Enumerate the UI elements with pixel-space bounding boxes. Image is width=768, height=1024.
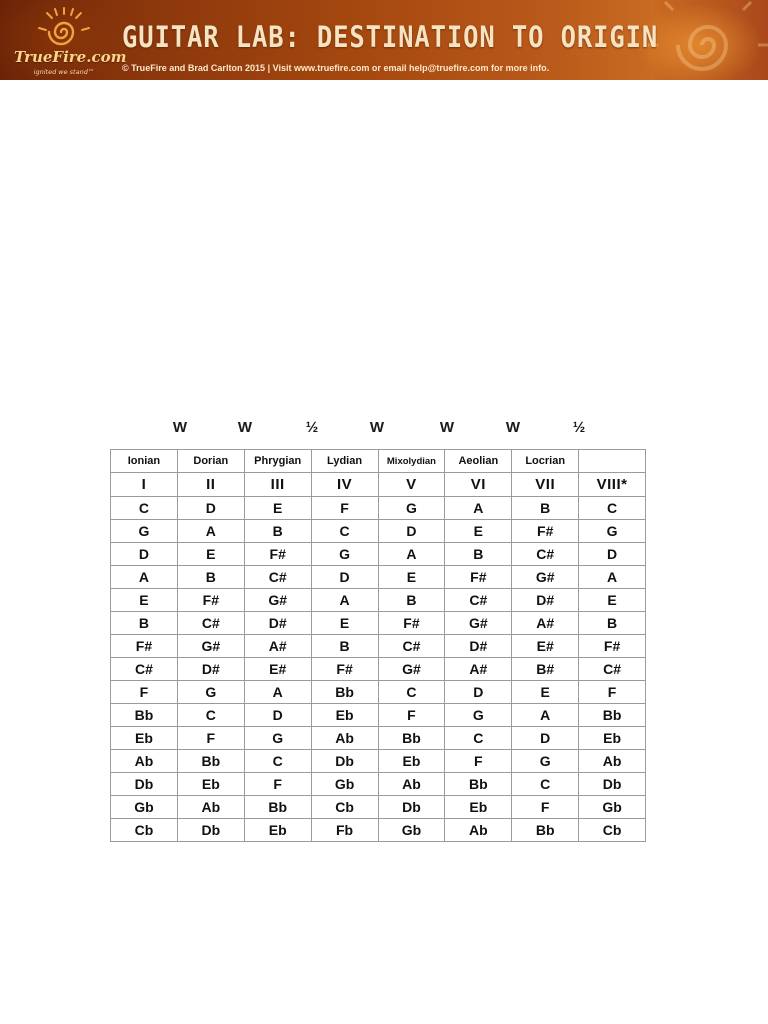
note-cell: C# xyxy=(244,566,311,589)
mode-header-row xyxy=(111,450,646,473)
logo-wordmark: TrueFire.com xyxy=(14,48,127,66)
table-row xyxy=(111,497,646,520)
degree-numeral: II xyxy=(177,473,244,497)
degree-numeral: V xyxy=(378,473,445,497)
note-cell: D# xyxy=(244,612,311,635)
sun-swirl-watermark-icon xyxy=(648,0,768,80)
note-cell: A xyxy=(244,681,311,704)
note-cell: C# xyxy=(512,543,579,566)
table-row xyxy=(111,589,646,612)
note-cell: E xyxy=(378,566,445,589)
mode-header: Lydian xyxy=(311,450,378,473)
degree-numeral: I xyxy=(111,473,178,497)
degree-numeral: VIII* xyxy=(579,473,646,497)
note-cell: E xyxy=(512,681,579,704)
copyright-line: © TrueFire and Brad Carlton 2015 | Visit www.truefire.com or email help@truefire.com for more info. xyxy=(122,63,550,74)
mode-header xyxy=(579,450,646,473)
table-row xyxy=(111,681,646,704)
note-cell: C xyxy=(311,520,378,543)
table-body xyxy=(111,473,646,842)
note-cell: G xyxy=(311,543,378,566)
note-cell: E xyxy=(311,612,378,635)
note-cell: C xyxy=(579,497,646,520)
page-title: GUITAR LAB: DESTINATION TO ORIGIN xyxy=(122,20,659,54)
note-cell: Gb xyxy=(311,773,378,796)
note-cell: F# xyxy=(111,635,178,658)
note-cell: E# xyxy=(244,658,311,681)
note-cell: G# xyxy=(244,589,311,612)
note-cell: D xyxy=(244,704,311,727)
note-cell: E xyxy=(445,520,512,543)
interval-step: W xyxy=(237,419,253,436)
mode-header: Ionian xyxy=(111,450,178,473)
note-cell: B xyxy=(579,612,646,635)
note-cell: A xyxy=(378,543,445,566)
note-cell: F# xyxy=(177,589,244,612)
table-row xyxy=(111,566,646,589)
sun-spiral-icon xyxy=(36,6,92,50)
table-row xyxy=(111,819,646,842)
table-row xyxy=(111,704,646,727)
note-cell: B# xyxy=(512,658,579,681)
note-cell: F xyxy=(512,796,579,819)
table-row xyxy=(111,773,646,796)
note-cell: Ab xyxy=(177,796,244,819)
note-cell: C xyxy=(378,681,445,704)
note-cell: C# xyxy=(111,658,178,681)
note-cell: Ab xyxy=(311,727,378,750)
note-cell: G# xyxy=(177,635,244,658)
note-cell: B xyxy=(244,520,311,543)
table-row xyxy=(111,796,646,819)
note-cell: Eb xyxy=(177,773,244,796)
note-cell: Ab xyxy=(378,773,445,796)
note-cell: A xyxy=(512,704,579,727)
logo-tagline: ignited we stand™ xyxy=(33,68,95,76)
note-cell: G# xyxy=(512,566,579,589)
note-cell: A# xyxy=(512,612,579,635)
mode-header: Mixolydian xyxy=(378,450,445,473)
note-cell: G xyxy=(177,681,244,704)
note-cell: Bb xyxy=(445,773,512,796)
note-cell: A xyxy=(177,520,244,543)
note-cell: D xyxy=(111,543,178,566)
note-cell: B xyxy=(512,497,579,520)
interval-step: W xyxy=(505,419,521,436)
note-cell: G xyxy=(244,727,311,750)
note-cell: Eb xyxy=(445,796,512,819)
note-cell: A xyxy=(579,566,646,589)
note-cell: Bb xyxy=(311,681,378,704)
note-cell: D# xyxy=(512,589,579,612)
note-cell: F# xyxy=(378,612,445,635)
interval-step: W xyxy=(172,419,188,436)
note-cell: F xyxy=(311,497,378,520)
note-cell: F# xyxy=(445,566,512,589)
note-cell: F xyxy=(378,704,445,727)
note-cell: A xyxy=(445,497,512,520)
note-cell: Ab xyxy=(579,750,646,773)
interval-steps-row xyxy=(110,419,645,441)
note-cell: B xyxy=(311,635,378,658)
note-cell: Fb xyxy=(311,819,378,842)
note-cell: E xyxy=(244,497,311,520)
note-cell: B xyxy=(111,612,178,635)
note-cell: Eb xyxy=(311,704,378,727)
note-cell: D xyxy=(311,566,378,589)
table-row xyxy=(111,612,646,635)
note-cell: C xyxy=(111,497,178,520)
degree-numeral: VII xyxy=(512,473,579,497)
note-cell: F# xyxy=(579,635,646,658)
note-cell: Gb xyxy=(378,819,445,842)
note-cell: B xyxy=(378,589,445,612)
note-cell: Gb xyxy=(579,796,646,819)
note-cell: G xyxy=(445,704,512,727)
note-cell: D xyxy=(579,543,646,566)
note-cell: Eb xyxy=(244,819,311,842)
note-cell: Cb xyxy=(111,819,178,842)
note-cell: Cb xyxy=(311,796,378,819)
note-cell: G# xyxy=(445,612,512,635)
table-row xyxy=(111,520,646,543)
note-cell: Bb xyxy=(111,704,178,727)
header-banner xyxy=(0,0,768,80)
note-cell: C xyxy=(244,750,311,773)
note-cell: C xyxy=(445,727,512,750)
note-cell: F xyxy=(579,681,646,704)
note-cell: C xyxy=(512,773,579,796)
note-cell: C# xyxy=(177,612,244,635)
note-cell: D xyxy=(445,681,512,704)
note-cell: Db xyxy=(311,750,378,773)
interval-step: W xyxy=(439,419,455,436)
note-cell: G# xyxy=(378,658,445,681)
mode-header: Phrygian xyxy=(244,450,311,473)
note-cell: C xyxy=(177,704,244,727)
note-cell: D# xyxy=(445,635,512,658)
note-cell: G xyxy=(378,497,445,520)
note-cell: Eb xyxy=(378,750,445,773)
note-cell: Eb xyxy=(579,727,646,750)
note-cell: F# xyxy=(512,520,579,543)
note-cell: A# xyxy=(445,658,512,681)
note-cell: Bb xyxy=(512,819,579,842)
note-cell: E xyxy=(579,589,646,612)
note-cell: F xyxy=(445,750,512,773)
note-cell: D xyxy=(177,497,244,520)
note-cell: Db xyxy=(579,773,646,796)
interval-step: W xyxy=(369,419,385,436)
note-cell: C# xyxy=(445,589,512,612)
note-cell: F xyxy=(244,773,311,796)
note-cell: Ab xyxy=(111,750,178,773)
note-cell: Bb xyxy=(378,727,445,750)
note-cell: Db xyxy=(111,773,178,796)
note-cell: Eb xyxy=(111,727,178,750)
table-row xyxy=(111,543,646,566)
note-cell: A xyxy=(311,589,378,612)
note-cell: Db xyxy=(177,819,244,842)
note-cell: B xyxy=(177,566,244,589)
table-row xyxy=(111,658,646,681)
degree-numeral: VI xyxy=(445,473,512,497)
mode-header: Dorian xyxy=(177,450,244,473)
note-cell: E# xyxy=(512,635,579,658)
degree-numeral-row xyxy=(111,473,646,497)
degree-numeral: III xyxy=(244,473,311,497)
note-cell: G xyxy=(512,750,579,773)
note-cell: Gb xyxy=(111,796,178,819)
note-cell: D# xyxy=(177,658,244,681)
truefire-logo[interactable] xyxy=(14,6,127,76)
table-row xyxy=(111,750,646,773)
note-cell: Bb xyxy=(579,704,646,727)
note-cell: G xyxy=(579,520,646,543)
note-cell: F xyxy=(177,727,244,750)
note-cell: D xyxy=(378,520,445,543)
note-cell: C# xyxy=(579,658,646,681)
table-row xyxy=(111,727,646,750)
note-cell: G xyxy=(111,520,178,543)
note-cell: F# xyxy=(311,658,378,681)
degree-numeral: IV xyxy=(311,473,378,497)
note-cell: A xyxy=(111,566,178,589)
interval-step: ½ xyxy=(572,419,586,436)
note-cell: Cb xyxy=(579,819,646,842)
note-cell: F# xyxy=(244,543,311,566)
interval-step: ½ xyxy=(305,419,319,436)
note-cell: Bb xyxy=(244,796,311,819)
note-cell: Bb xyxy=(177,750,244,773)
mode-header: Locrian xyxy=(512,450,579,473)
note-cell: D xyxy=(512,727,579,750)
note-cell: A# xyxy=(244,635,311,658)
note-cell: E xyxy=(177,543,244,566)
note-cell: B xyxy=(445,543,512,566)
mode-header: Aeolian xyxy=(445,450,512,473)
note-cell: Db xyxy=(378,796,445,819)
modes-table xyxy=(110,449,646,842)
table-row xyxy=(111,635,646,658)
note-cell: Ab xyxy=(445,819,512,842)
note-cell: C# xyxy=(378,635,445,658)
note-cell: F xyxy=(111,681,178,704)
note-cell: E xyxy=(111,589,178,612)
